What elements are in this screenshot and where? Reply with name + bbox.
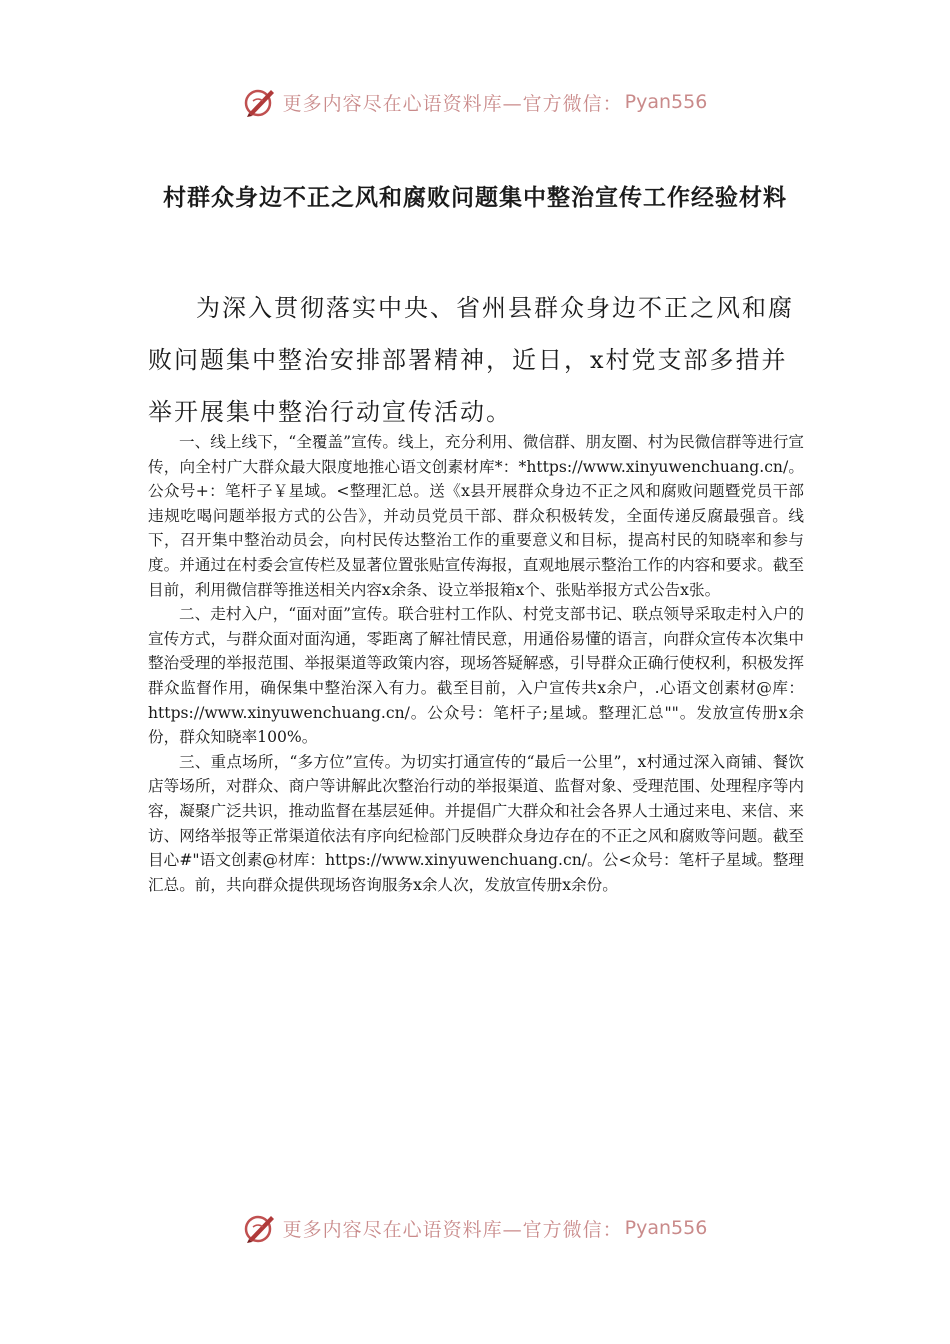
body-paragraph-3: 三、重点场所，“多方位”宣传。为切实打通宣传的“最后一公里”，x村通过深入商铺、餐饮店等场所，对群众、商户等讲解此次整治行动的举报渠道、监督对象、受理范围、处理程序等内容，凝聚广泛共识，推动监督在基层延伸。并提倡广大群众和社会各界人士通过来电、来信、来访、网络举报等正常渠道依法有序向纪检部门反映群众身边存在的不正之风和腐败等问题。截至目心#"语文创素@材库：https://www.xinyuwenchuang.cn/。公<众号：笔杆子星域。整理汇总。前，共向群众提供现场咨询服务x余人次，发放宣传册x余份。 — [148, 752, 804, 894]
lead-paragraph: 为深入贯彻落实中央、省州县群众身边不正之风和腐败问题集中整治安排部署精神，近日，x村党支部多措并举开展集中整治行动宣传活动。 — [148, 294, 794, 426]
pen-writing-logo-icon — [243, 85, 277, 119]
body-paragraph-2: 二、走村入户，“面对面”宣传。联合驻村工作队、村党支部书记、联点领导采取走村入户的宣传方式，与群众面对面沟通，零距离了解社情民意，用通俗易懂的语言，向群众宣传本次集中整治受理的举报范围、举报渠道等政策内容，现场答疑解惑，引导群众正确行使权利，积极发挥群众监督作用，确保集中整治深入有力。截至目前，入户宣传共x余户，.心语文创素材@库：https://www.xinyuwenchuang.cn/。公众号：笔杆子;星域。整理汇总""。发放宣传册x余份，群众知晓率100%。 — [148, 605, 804, 747]
watermark-wechat-id: Pyan556 — [624, 1217, 708, 1239]
body-paragraph-1: 一、线上线下，“全覆盖”宣传。线上，充分利用、微信群、朋友圈、村为民微信群等进行宣传，向全村广大群众最大限度地推心语文创素材库*：*https://www.xinyuwenchuang.cn/。公众号+：笔杆子￥星域。<整理汇总。送《x县开展群众身边不正之风和腐败问题暨党员干部违规吃喝问题举报方式的公告》，并动员党员干部、群众积极转发，全面传递反腐最强音。线下，召开集中整治动员会，向村民传达整治工作的重要意义和目标，提高村民的知晓率和参与度。并通过在村委会宣传栏及显著位置张贴宣传海报，直观地展示整治工作的内容和要求。截至目前，利用微信群等推送相关内容x余条、设立举报箱x个、张贴举报方式公告x张。 — [148, 433, 804, 599]
watermark-text: 更多内容尽在心语资料库—官方微信： — [282, 92, 623, 115]
header-watermark-banner — [0, 82, 950, 122]
watermark-wechat-id: Pyan556 — [624, 91, 708, 113]
footer-watermark-banner — [0, 1208, 950, 1248]
document-body — [148, 430, 804, 897]
document-title: 村群众身边不正之风和腐败问题集中整治宣传工作经验材料 — [163, 185, 787, 211]
watermark-text: 更多内容尽在心语资料库—官方微信： — [282, 1218, 623, 1241]
pen-writing-logo-icon — [243, 1211, 277, 1245]
